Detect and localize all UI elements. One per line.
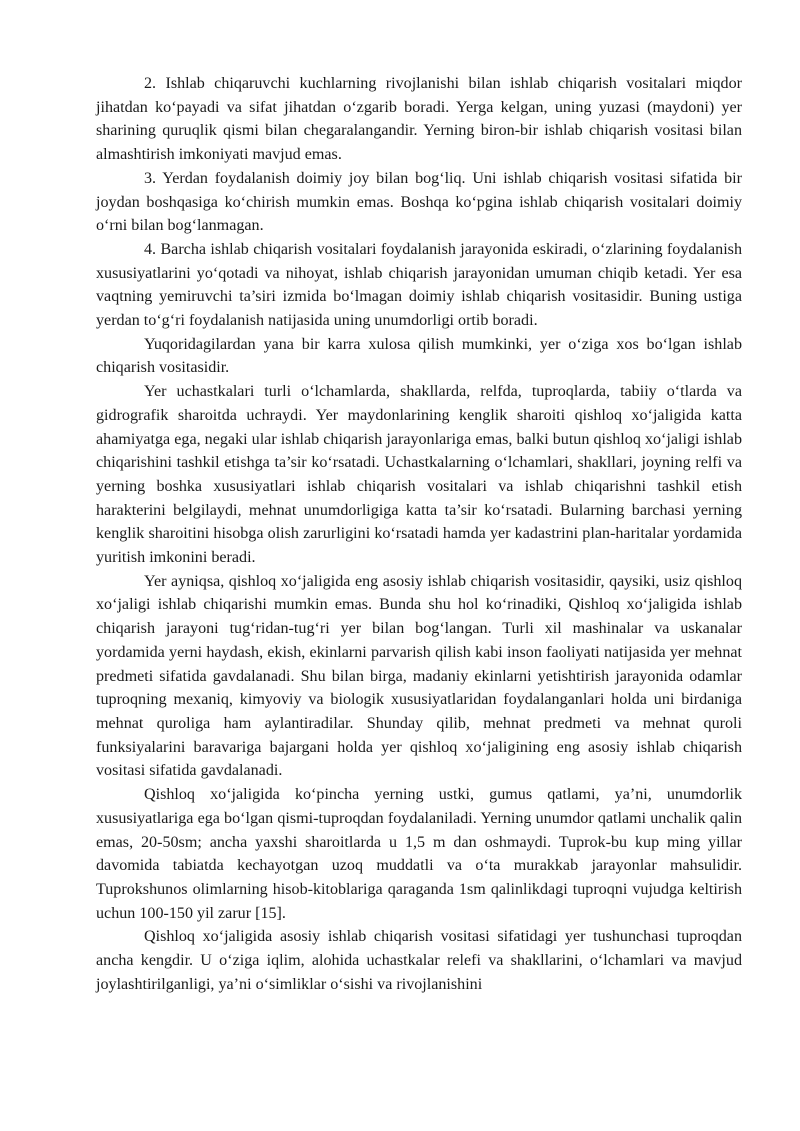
document-page <box>96 72 742 996</box>
paragraph-point-2: 2. Ishlab chiqaruvchi kuchlarning rivojlanishi bilan ishlab chiqarish vositalari miqdor jihatdan ko‘payadi va sifat jihatdan o‘zgarib boradi. Yerga kelgan, uning yuzasi (maydoni) yer sharining quruqlik qismi bilan chegaralangandir. Yerning biron-bir ishlab chiqarish vositasi bilan almashtirish imkoniyati mavjud emas. <box>96 75 742 164</box>
paragraph-land-concept: Qishloq xo‘jaligida asosiy ishlab chiqarish vositasi sifatidagi yer tushunchasi tuproqdan ancha kengdir. U o‘ziga iqlim, alohida uchastkalar relefi va shakllarini, o‘lchamlari va mavjud joylashtirilganligi, ya’ni o‘simliklar o‘sishi va rivojlanishini <box>96 928 742 993</box>
paragraph-point-4: 4. Barcha ishlab chiqarish vositalari foydalanish jarayonida eskiradi, o‘zlarining foydalanish xususiyatlarini yo‘qotadi va nihoyat, ishlab chiqarish jarayonidan umuman chiqib ketadi. Yer esa vaqtning yemiruvchi ta’siri izmida bo‘lmagan doimiy ishlab chiqarish vositasidir. Buning ustiga yerdan to‘g‘ri foydalanish natijasida uning unumdorligi ortib boradi. <box>96 240 742 330</box>
paragraph-point-3: 3. Yerdan foydalanish doimiy joy bilan bog‘liq. Uni ishlab chiqarish vositasi sifatida bir joydan boshqasiga ko‘chirish mumkin emas. Boshqa ko‘pgina ishlab chiqarish vositalari doimiy o‘rni bilan bog‘lanmagan. <box>96 169 742 235</box>
paragraph-soil-layer: Qishloq xo‘jaligida ko‘pincha yerning ustki, gumus qatlami, ya’ni, unumdorlik xususiyatlariga ega bo‘lgan qismi-tuproqdan foydalaniladi. Yerning unumdor qatlami unchalik qalin emas, 20-50sm; ancha yaxshi sharoitlarda u 1,5 m dan oshmaydi. Tuprok-bu kup ming yillar davomida tabiatda kechayotgan uzoq muddatli va o‘ta murakkab jarayonlar mahsulidir. Tuprokshunos olimlarning hisob-kitoblariga qaraganda 1sm qalinlikdagi tuproqni vujudga keltirish uchun 100-150 yil zarur [15]. <box>96 786 742 922</box>
paragraph-land-plots: Yer uchastkalari turli o‘lchamlarda, shakllarda, relfda, tuproqlarda, tabiiy o‘tlarda va gidrografik sharoitda uchraydi. Yer maydonlarining kenglik sharoiti qishloq xo‘jaligida katta ahamiyatga ega, negaki ular ishlab chiqarish jarayonlariga emas, balki butun qishloq xo‘jaligi ishlab chiqarishini tashkil etishga ta’sir ko‘rsatadi. Uchastkalarning o‘lchamlari, shakllari, joyning relfi va yerning boshka xususiyatlari ishlab chiqarish vositalari va ishlab chiqarishni tashkil etish harakterini belgilaydi, mehnat unumdorligiga katta ta’sir ko‘rsatadi. Bularning barchasi yerning kenglik sharoitini hisobga olish zarurligini ko‘rsatadi hamda yer kadastrini plan-haritalar yordamida yuritish imkonini beradi. <box>96 383 742 567</box>
paragraph-conclusion: Yuqoridagilardan yana bir karra xulosa qilish mumkinki, yer o‘ziga xos bo‘lgan ishlab chiqarish vositasidir. <box>96 335 742 377</box>
paragraph-agriculture-means: Yer ayniqsa, qishloq xo‘jaligida eng asosiy ishlab chiqarish vositasidir, qaysiki, usiz qishloq xo‘jaligi ishlab chiqarishi mumkin emas. Bunda shu hol ko‘rinadiki, Qishloq xo‘jaligida ishlab chiqarish jarayoni tug‘ridan-tug‘ri yer bilan bog‘langan. Turli xil mashinalar va uskanalar yordamida yerni haydash, ekish, ekinlarni parvarish qilish kabi inson faoliyati natijasida yer mehnat predmeti sifatida gavdalanadi. Shu bilan birga, madaniy ekinlarni yetishtirish jarayonida odamlar tuproqning mexaniq, kimyoviy va biologik xususiyatlaridan foydalanganlari holda uni birdaniga mehnat quroliga ham aylantiradilar. Shunday qilib, mehnat predmeti va mehnat quroli funksiyalarini baravariga bajargani holda yer qishloq xo‘jaligining eng asosiy ishlab chiqarish vositasi sifatida gavdalanadi. <box>96 572 742 780</box>
